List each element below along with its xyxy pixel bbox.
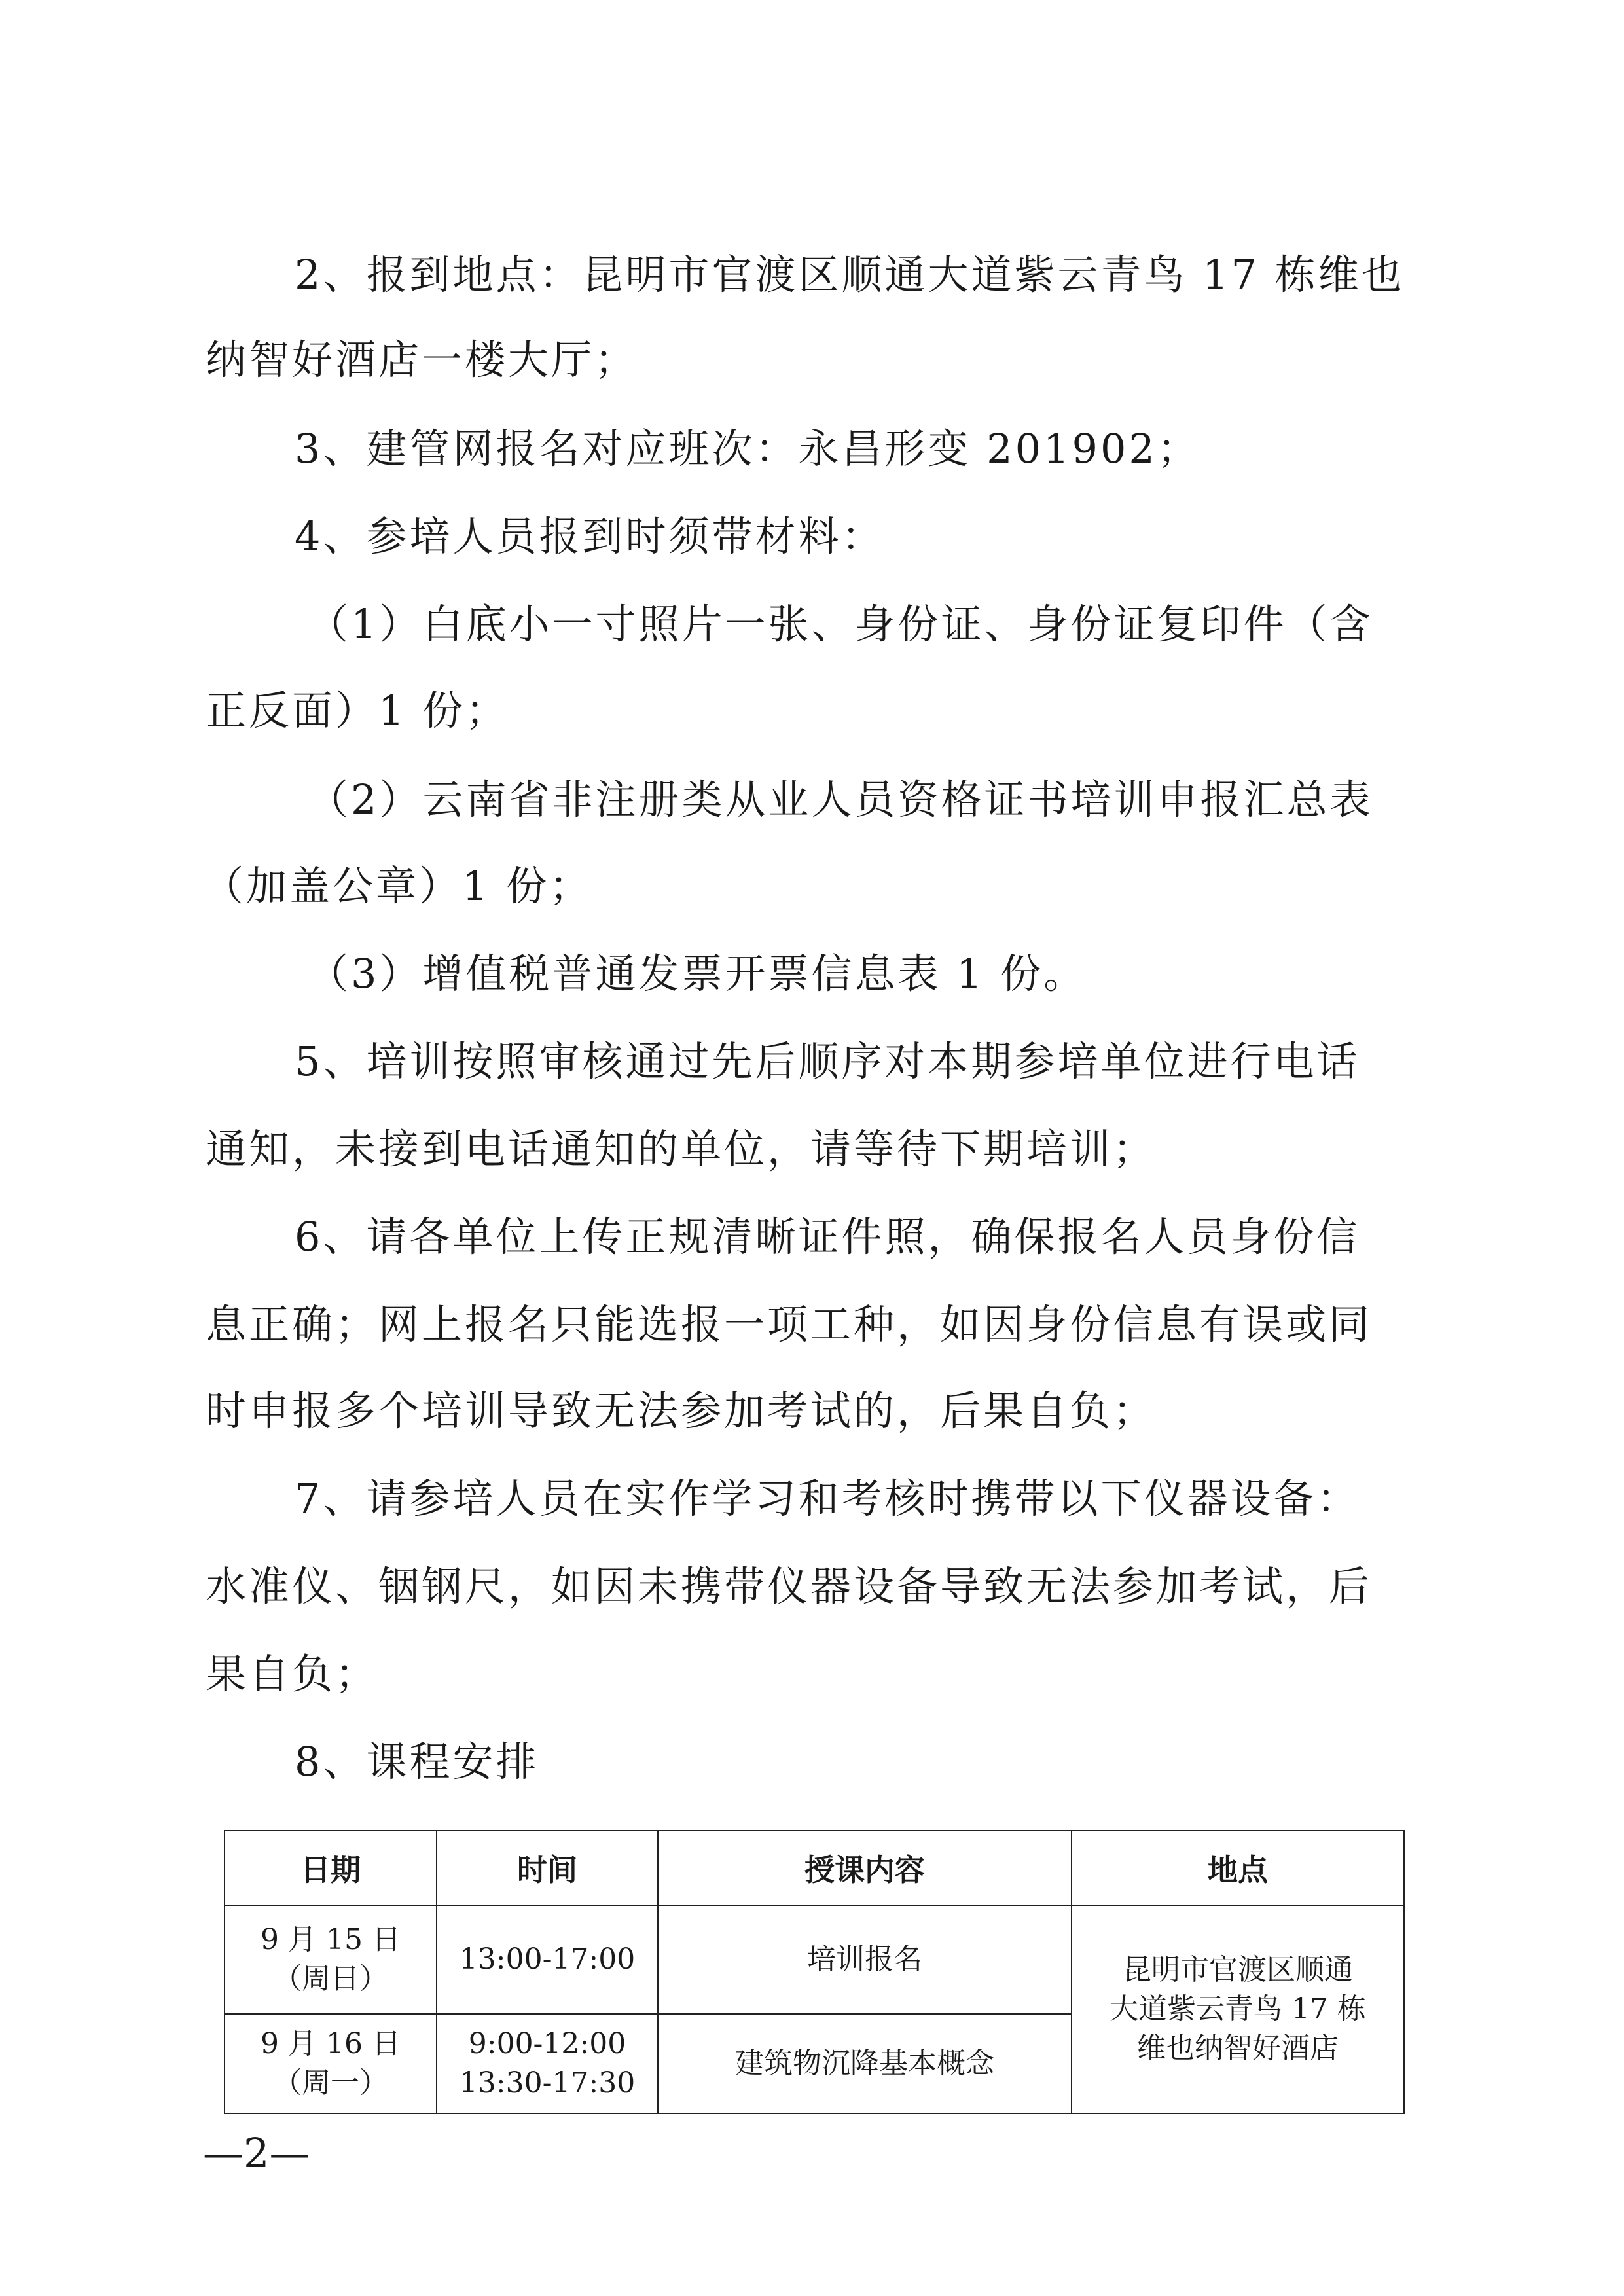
paragraph-4-2-line-1: （2）云南省非注册类从业人员资格证书培训申报汇总表	[308, 776, 1373, 823]
weekday-text: （周日）	[273, 1962, 388, 1996]
date-text: 9 月 15 日	[261, 1923, 401, 1956]
paragraph-4-1-line-2: 正反面）1 份；	[206, 687, 509, 734]
time-cell	[437, 2014, 658, 2113]
location-line-3: 维也纳智好酒店	[1137, 2032, 1339, 2065]
table-row	[225, 1905, 1404, 2014]
paragraph-5-line-1: 5、培训按照审核通过先后顺序对本期参培单位进行电话	[295, 1037, 1360, 1085]
paragraph-4-2-line-2: （加盖公章）1 份；	[203, 862, 593, 910]
time-text: 9:00-12:00	[468, 2027, 626, 2060]
location-line-1: 昆明市官渡区顺通	[1123, 1953, 1353, 1986]
paragraph-7-line-3: 果自负；	[206, 1650, 379, 1698]
paragraph-6-line-1: 6、请各单位上传正规清晰证件照，确保报名人员身份信	[295, 1213, 1360, 1261]
date-text: 9 月 16 日	[261, 2027, 401, 2060]
header-date: 日期	[225, 1831, 437, 1905]
time-text: 13:00-17:00	[459, 1943, 636, 1976]
date-cell	[225, 2014, 437, 2113]
content-cell: 培训报名	[658, 1905, 1072, 2014]
date-cell	[225, 1905, 437, 2014]
paragraph-7-line-2: 水准仪、铟钢尺，如因未携带仪器设备导致无法参加考试，后	[206, 1562, 1373, 1610]
paragraph-2-line-2: 纳智好酒店一楼大厅；	[206, 336, 638, 384]
page-number: —2—	[203, 2129, 310, 2177]
paragraph-2-line-1: 2、报到地点：昆明市官渡区顺通大道紫云青鸟 17 栋维也	[295, 251, 1405, 298]
paragraph-3: 3、建管网报名对应班次：永昌形变 201902；	[295, 425, 1200, 473]
header-content: 授课内容	[658, 1831, 1072, 1905]
weekday-text: （周一）	[273, 2066, 388, 2100]
paragraph-4-1-line-1: （1）白底小一寸照片一张、身份证、身份证复印件（含	[308, 600, 1373, 648]
paragraph-5-line-2: 通知，未接到电话通知的单位，请等待下期培训；	[206, 1125, 1157, 1173]
paragraph-8: 8、课程安排	[295, 1738, 539, 1785]
paragraph-6-line-3: 时申报多个培训导致无法参加考试的，后果自负；	[206, 1387, 1157, 1435]
content-cell: 建筑物沉降基本概念	[658, 2014, 1072, 2113]
location-line-2: 大道紫云青鸟 17 栋	[1110, 1992, 1366, 2026]
header-location: 地点	[1072, 1831, 1404, 1905]
header-time: 时间	[437, 1831, 658, 1905]
time-cell	[437, 1905, 658, 2014]
paragraph-7-line-1: 7、请参培人员在实作学习和考核时携带以下仪器设备：	[295, 1475, 1360, 1522]
location-cell	[1072, 1905, 1404, 2113]
time-text: 13:30-17:30	[459, 2066, 636, 2100]
paragraph-4: 4、参培人员报到时须带材料：	[295, 512, 885, 560]
paragraph-4-3: （3）增值税普通发票开票信息表 1 份。	[308, 950, 1087, 997]
course-schedule-table	[224, 1830, 1405, 2114]
table-header-row	[225, 1831, 1404, 1905]
paragraph-6-line-2: 息正确；网上报名只能选报一项工种，如因身份信息有误或同	[206, 1300, 1373, 1348]
